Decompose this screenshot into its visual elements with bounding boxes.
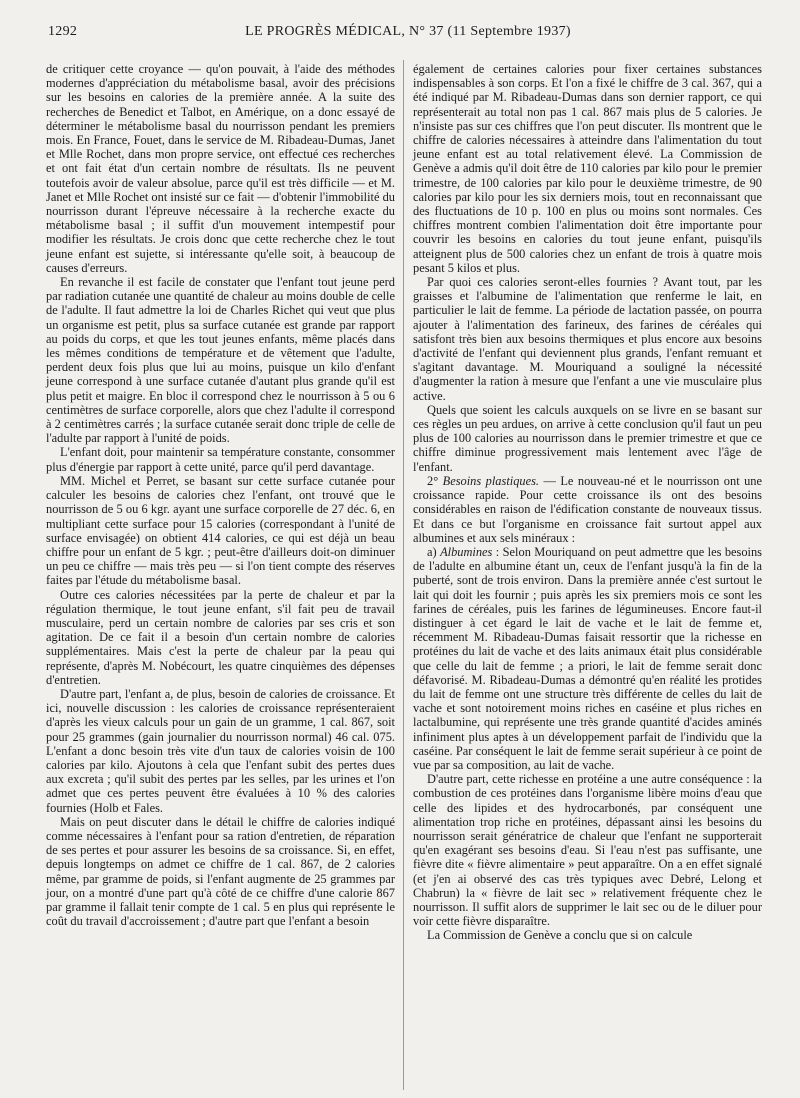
subsection-letter: a) <box>427 544 441 559</box>
paragraph: En revanche il est facile de constater que l'enfant tout jeune perd par radiation cutanée une quantité de chaleur au moins double de celle de l'adulte. Il faut admettre la loi de Charles Richet qui veut que plus un organisme est petit, plus sa surface cutanée est grande par rapport au poids du corps, et que les tout jeunes enfants, même placés dans les mêmes conditions de température et de vêtement que l'adulte, perdent deux fois plus que lui au moins, puisque un kilo d'enfant jeune correspond à une surface cutanée d'autant plus grande qu'il est plus petit et maigre. En bloc il correspond chez le nourrisson à 5 ou 6 centimètres de surface corporelle, alors que chez l'adulte il correspond à 2 centimètres carrés ; la surface cutanée serait donc triple de celle de l'adulte par rapport à l'unité de poids. <box>46 275 395 446</box>
paragraph: Outre ces calories nécessitées par la perte de chaleur et par la régulation thermique, le tout jeune enfant, s'il fait peu de travail musculaire, perd un certain nombre de calories par ses cris et son agitation. De ce fait il a besoin d'un certain nombre de calories supplémentaires. Mais c'est la perte de chaleur par la peau qui représente, d'après M. Nobécourt, les quatre cinquièmes des dépenses d'entretien. <box>46 587 395 687</box>
section-number: 2° <box>427 473 443 488</box>
paragraph: Quels que soient les calculs auxquels on se livre en se basant sur ces règles un peu ardues, on arrive à cette conclusion qu'il faut un peu plus de 100 calories au nourrisson dans le premier trimestre et que ce chiffre diminue progressivement mais lentement avec l'âge de l'enfant. <box>413 402 762 474</box>
column-divider <box>403 60 404 1090</box>
paragraph-albumines <box>413 545 762 772</box>
paragraph: D'autre part, l'enfant a, de plus, besoin de calories de croissance. Et ici, nouvelle discussion : les calories de croissance représenteraient d'après les vieux calculs pour un gain de un gramme, 1 cal. 867, soit pour 25 grammes (gain journalier du nourrisson normal) 46 cal. 075. L'enfant a donc besoin très vite d'un taux de calories voisin de 100 calories par kilo. Ajoutons à cela que l'enfant subit des pertes dues aux excreta ; qu'il subit des pertes par les selles, par les urines et l'on admet que ces pertes peuvent être évaluées à 10 % des calories fournies (Holb et Fales. <box>46 686 395 815</box>
paragraph: de critiquer cette croyance — qu'on pouvait, à l'aide des méthodes modernes d'appréciation du métabolisme basal, avoir des précisions sur les besoins en calories de la première année. A la suite des recherches de Benedict et Talbot, en Amérique, on a donc essayé de déterminer le métabolisme basal du nourrisson pendant les premiers mois. En France, Fouet, dans le service de M. Ribadeau-Dumas, Janet et Mlle Rochet, dans mon propre service, ont effectué ces recherches et ont fait état d'un certain nombre de résultats. Ils ne peuvent toutefois avoir de valeur absolue, parce qu'il est très difficile — et M. Janet et Mlle Rochet ont insisté sur ce fait — d'obtenir l'immobilité du nourrisson durant l'épreuve nécessaire à la recherche exacte du métabolisme basal ; il suffit d'un mouvement intempestif pour modifier les résultats. Je crois donc que cette recherche chez le tout jeune enfant est sujette, si intéressante qu'elle soit, à beaucoup de causes d'erreurs. <box>46 62 395 275</box>
left-column <box>46 62 395 928</box>
page-number: 1292 <box>48 24 78 39</box>
right-column <box>413 62 762 943</box>
paragraph: Mais on peut discuter dans le détail le chiffre de calories indiqué comme nécessaires à l'enfant pour sa ration d'entretien, de réparation de ses pertes et pour assurer les besoins de sa croissance. Si, en effet, depuis longtemps on admet ce chiffre de 1 cal. 867, de 2 calories même, par gramme de poids, si l'enfant augmente de 25 grammes par jour, on a montré d'une part qu'à côté de ce chiffre d'une calorie 867 par gramme il fallait tenir compte de 1 cal. 5 en plus qui représente le coût du travail d'accroissement ; d'autre part que l'enfant a besoin <box>46 814 395 929</box>
running-title: LE PROGRÈS MÉDICAL, N° 37 (11 Septembre 1937) <box>245 24 571 39</box>
paragraph: La Commission de Genève a conclu que si on calcule <box>427 928 693 943</box>
paragraph-besoins-plastiques <box>413 474 762 545</box>
paragraph: également de certaines calories pour fixer certaines substances indispensables à son corps. Et l'on a fixé le chiffre de 3 cal. 367, qui a été indiqué par M. Ribadeau-Dumas dans son dernier rapport, ce qui représenterait au total non pas 1 cal. 867 mais plus de 5 calories. Je n'insiste pas sur ces chiffres que l'on peut discuter. Ils montrent que le chiffre de calories nécessaires à atteindre dans l'alimentation du tout jeune enfant est au total relativement élevé. La Commission de Genève a admis qu'il doit être de 110 calories par kilo pour le premier trimestre, de 100 calories par kilo pour le deuxième trimestre, de 90 calories par kilo pour les six derniers mois, tout en reconnaissant que des fluctuations de 10 p. 100 en plus ou moins sont normales. Ces chiffres montrent combien l'alimentation doit être importante pour couvrir les besoins en calories du tout jeune enfant, puisqu'ils atteignent plus de 500 calories chez un enfant de trois à quatre mois pesant 5 kilos et plus. <box>413 62 762 275</box>
paragraph: MM. Michel et Perret, se basant sur cette surface cutanée pour calculer les besoins de calories chez l'enfant, ont trouvé que le nourrisson de 5 ou 6 kgr. ayant une surface corporelle de 27 déc. 6, en multipliant cette surface pour 15 calories (correspondant à l'unité de surface envisagée) on obtient 414 calories, ce qui est déjà un beau chiffre pour un enfant de 5 kgr. ; peut-être d'ailleurs doit-on diminuer un peu ce chiffre — mais très peu — si l'on tient compte des réserves faites par l'étude du métabolisme basal. <box>46 473 395 588</box>
paragraph: L'enfant doit, pour maintenir sa température constante, consommer plus d'énergie par rapport à cette unité, parce qu'il perd davantage. <box>46 445 395 474</box>
section-heading: Besoins plastiques. <box>442 473 540 488</box>
paragraph: D'autre part, cette richesse en protéine a une autre conséquence : la combustion de ces protéines dans l'organisme libère moins d'eau que celle des lipides et des hydrocarbonés, par conséquent une alimentation trop riche en protéines, dépassant ainsi les besoins du nourrisson serait génératrice de chaleur que l'enfant ne supporterait qu'en exagérant ses besoins d'eau. Si l'eau n'est pas suffisante, une fièvre dite « fièvre alimentaire » peut apparaître. On a en effet signalé (et j'en ai observé des cas très typiques avec Debré, Lelong et Chabrun) la « fièvre de lait sec » relativement fréquente chez le nourrisson. Il suffit alors de supprimer le lait sec ou de le diluer pour voir cette fièvre disparaître. <box>413 772 762 929</box>
running-header <box>48 24 768 46</box>
paragraph-text: : Selon Mouriquand on peut admettre que les besoins de l'adulte en albumine étant un, ceux de l'enfant jusqu'à la fin de la puberté, sont de trois environ. Dans la première année c'est surtout le lait qui doit les fournir ; puis après les six premiers mois ce sont les farines de céréales, puis les farines de légumineuses. Encore faut-il distinguer à cet égard le lait de vache et le lait de femme et, récemment M. Ribadeau-Dumas faisait ressortir que la richesse en protéines du lait de vache et des laits animaux était plus considérable que celle du lait de femme ; a priori, le lait de femme serait donc défavorisé. M. Ribadeau-Dumas a démontré qu'en réalité les protides du lait de femme ont une structure très différente de celles du lait de vache et sont notoirement moins riches en caséine et plus riches en lactalbumine, qui représente une très grande quantité d'acides aminés infiniment plus aptes à un développement parfait de l'individu que la caséine. Par conséquent le lait de femme serait supérieur à ce point de vue par sa composition, au lait de vache. <box>413 544 762 772</box>
paragraph: Par quoi ces calories seront-elles fournies ? Avant tout, par les graisses et l'albumine de l'alimentation que renferme le lait, en particulier le lait de femme. La période de lactation passée, on pourra ajouter à l'alimentation des farineux, des farines de céréales qui satisfont très bien aux besoins thermiques et plus encore aux besoins d'activité de l'enfant qui deviennent plus grands, l'enfant remuant et s'agitant davantage. M. Mouriquand a souligné la nécessité d'augmenter la ration à mesure que l'enfant a une vie musculaire plus active. <box>413 275 762 403</box>
paragraph-text: — Le nouveau-né et le nourrisson ont une croissance rapide. Pour cette croissance ils ont des besoins considérables en raison de l'édification constante de nouveaux tissus. Et dans ce but l'organisme en croissance fait surtout appel aux albumines et aux sels minéraux : <box>413 473 763 545</box>
subsection-heading: Albumines <box>440 544 493 559</box>
